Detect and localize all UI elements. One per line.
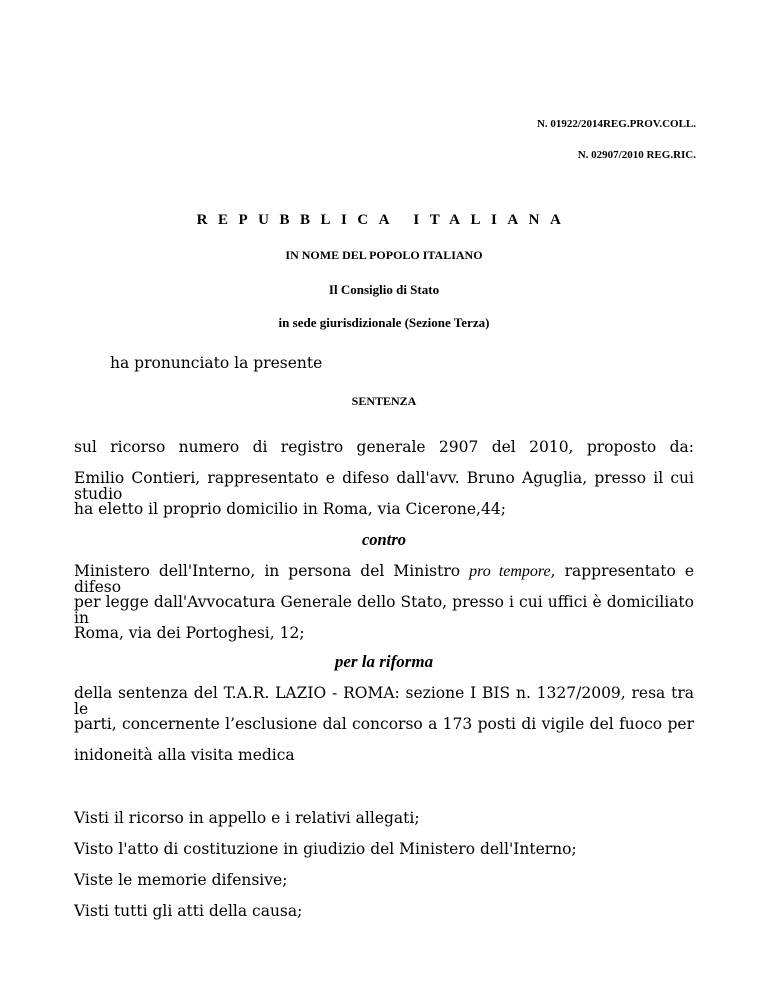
sede-heading: in sede giurisdizionale (Sezione Terza) bbox=[278, 315, 490, 330]
ricorso-line-2: Emilio Contieri, rappresentato e difeso dall'avv. Bruno Aguglia, presso il cui studio bbox=[74, 469, 694, 503]
ricorso-line-3: ha eletto il proprio domicilio in Roma, via Cicerone,44; bbox=[74, 500, 506, 518]
contro-line-2: per legge dall'Avvocatura Generale dello Stato, presso i cui uffici è domiciliato in bbox=[74, 593, 694, 627]
contro-line-3: Roma, via dei Portoghesi, 12; bbox=[74, 624, 305, 642]
popolo-heading: IN NOME DEL POPOLO ITALIANO bbox=[285, 248, 483, 262]
visti-line: Visti il ricorso in appello e i relativi allegati; bbox=[74, 809, 420, 827]
visti-line: Viste le memorie difensive; bbox=[74, 871, 288, 889]
consiglio-heading: Il Consiglio di Stato bbox=[328, 282, 440, 297]
intro-text: ha pronunciato la presente bbox=[110, 354, 323, 372]
sentenza-heading: SENTENZA bbox=[351, 394, 417, 408]
contro-line-1-a: Ministero dell'Interno, in persona del Ministro bbox=[74, 562, 470, 580]
repubblica-heading: REPUBBLICA ITALIANA bbox=[196, 212, 572, 228]
contro-heading: contro bbox=[361, 530, 406, 549]
riforma-line-2: parti, concernente l’esclusione dal concorso a 173 posti di vigile del fuoco per bbox=[74, 715, 694, 733]
visti-line: Visto l'atto di costituzione in giudizio del Ministero dell'Interno; bbox=[74, 840, 577, 858]
reg-prov-coll-number: N. 01922/2014REG.PROV.COLL. bbox=[536, 118, 696, 130]
contro-line-1-b: , rappresentato e difeso bbox=[74, 562, 695, 596]
riforma-line-1: della sentenza del T.A.R. LAZIO - ROMA: sezione I BIS n. 1327/2009, resa tra le bbox=[74, 684, 694, 718]
ricorso-line-1: sul ricorso numero di registro generale 2907 del 2010, proposto da: bbox=[74, 438, 694, 456]
riforma-line-3: inidoneità alla visita medica bbox=[74, 746, 295, 764]
contro-line-1 bbox=[74, 564, 694, 596]
riforma-heading: per la riforma bbox=[334, 652, 434, 671]
pro-tempore-text: pro tempore bbox=[469, 563, 551, 580]
visti-line: Visti tutti gli atti della causa; bbox=[74, 902, 303, 920]
reg-ric-number: N. 02907/2010 REG.RIC. bbox=[577, 149, 696, 161]
